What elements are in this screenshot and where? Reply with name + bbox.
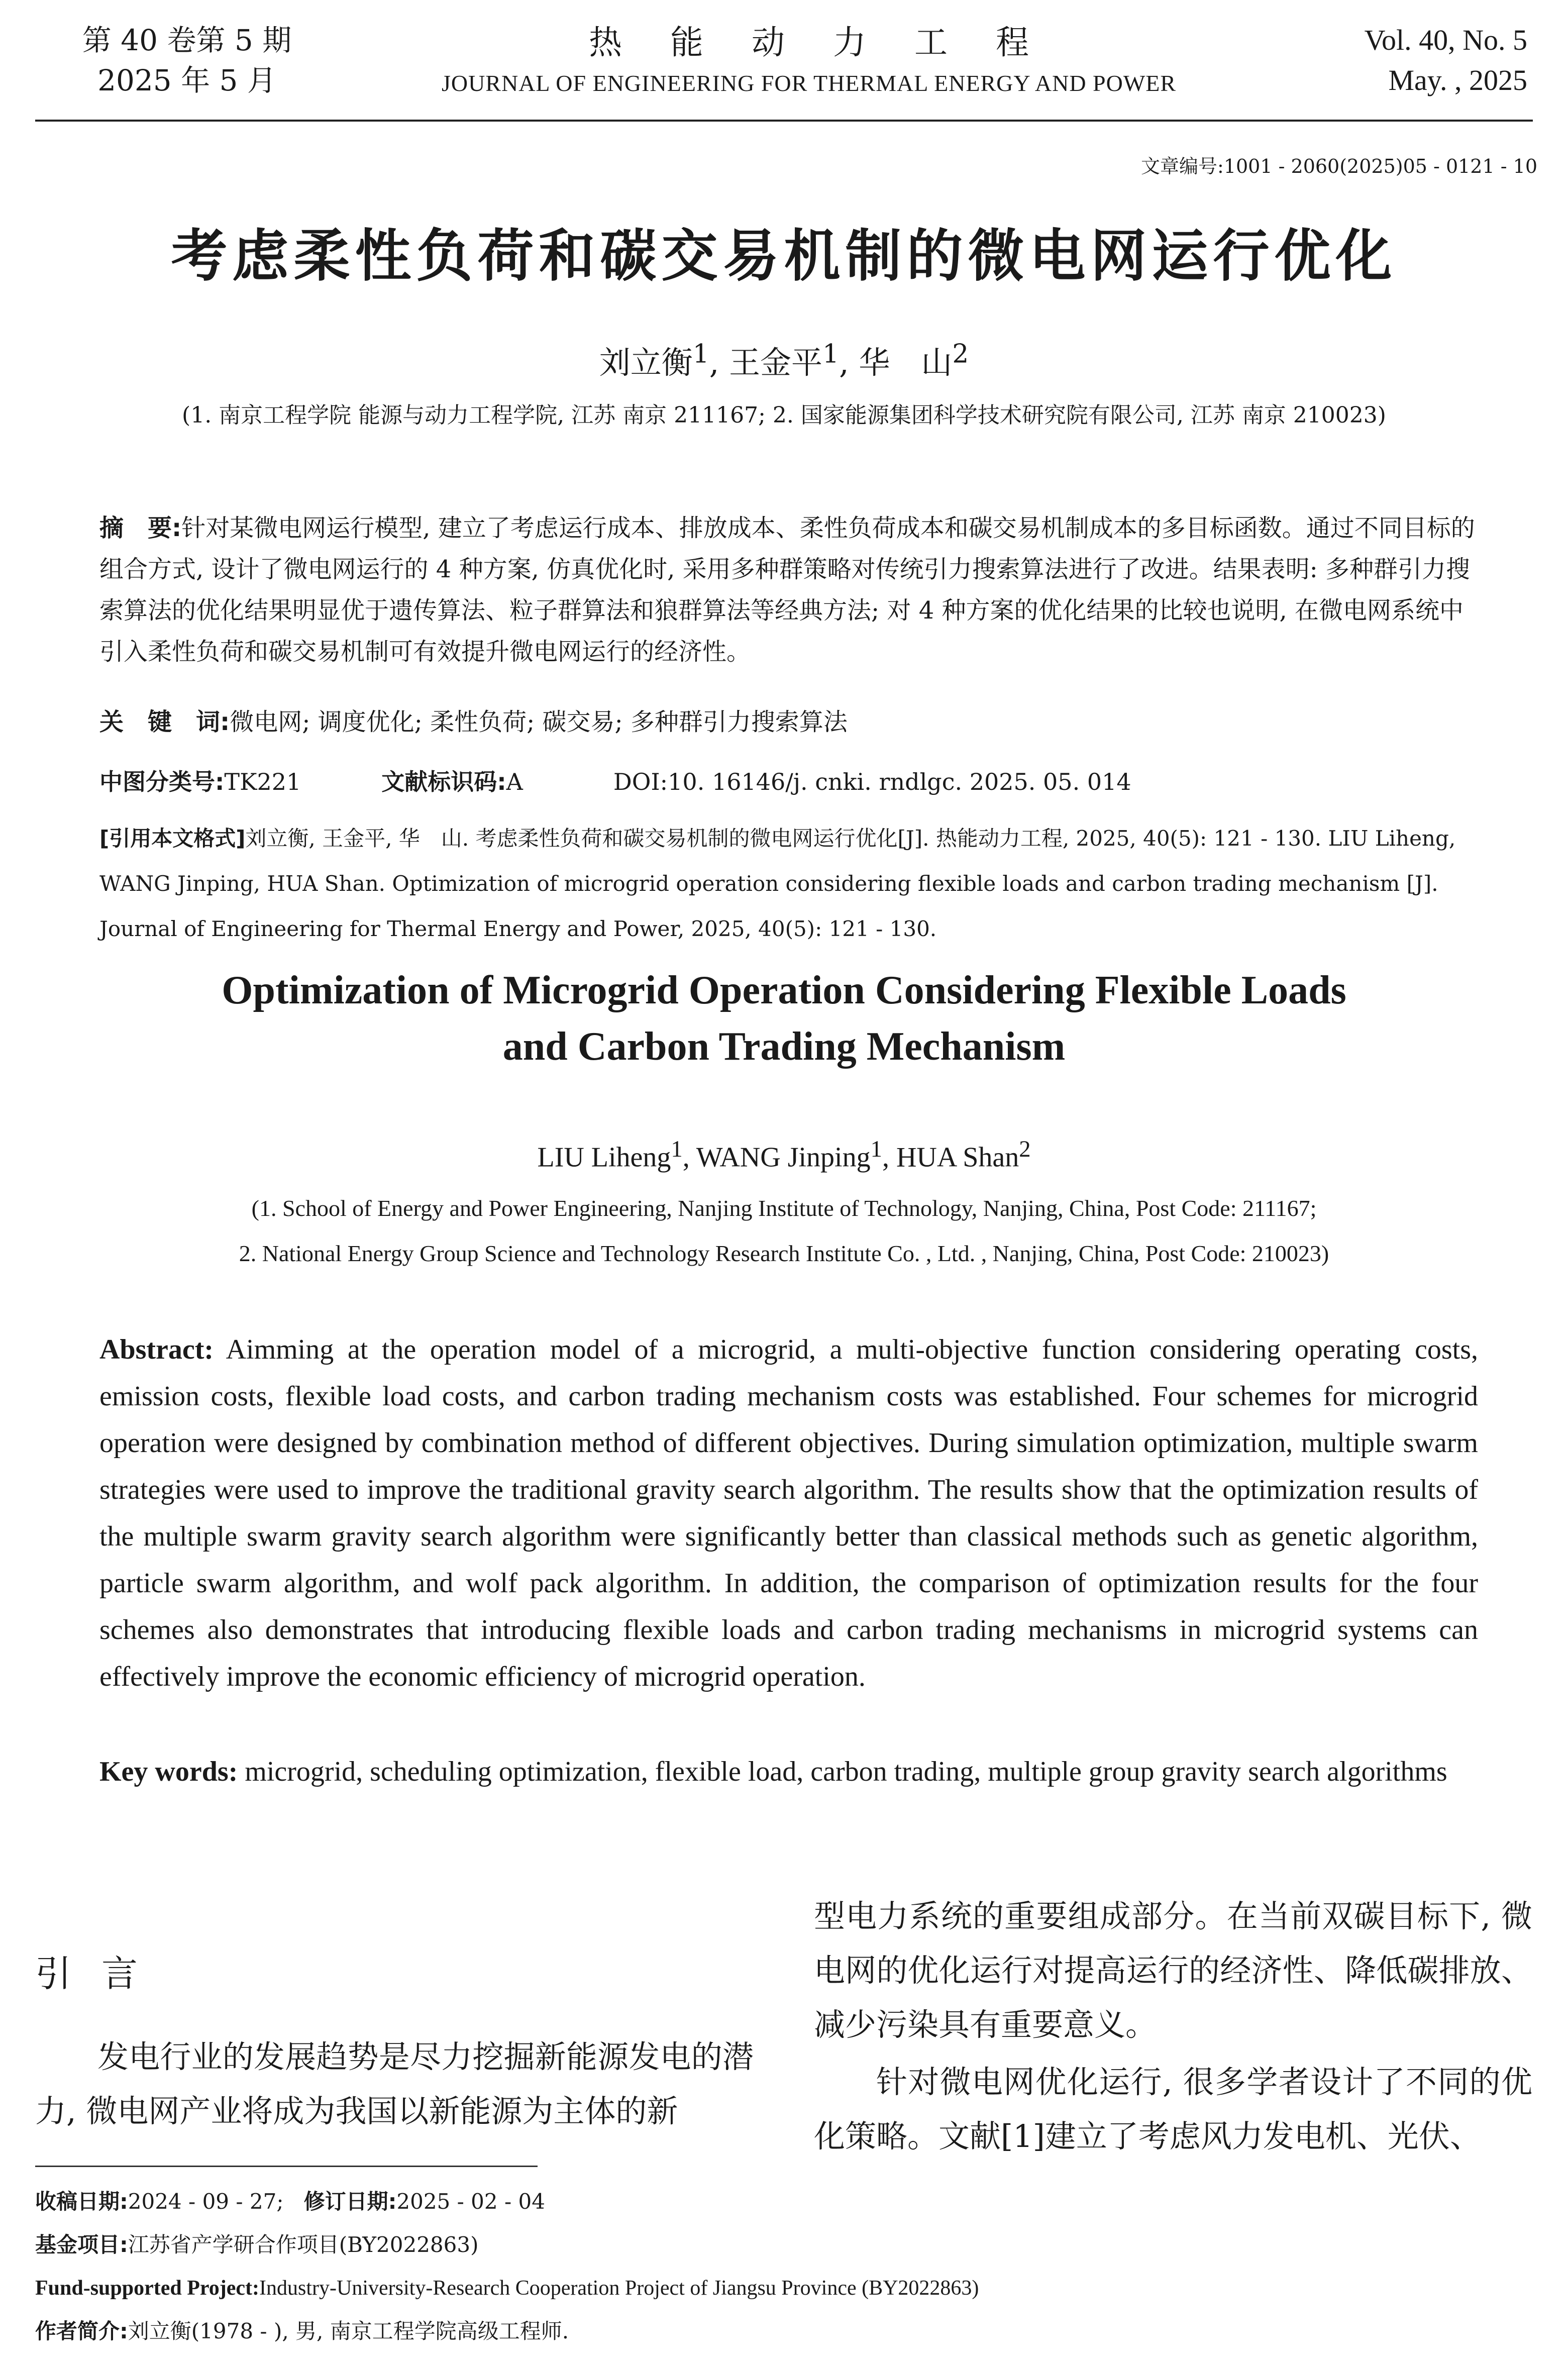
author-affil-mark: 1 bbox=[692, 339, 709, 369]
author-name: HUA Shan bbox=[896, 1142, 1019, 1173]
abstract-cn-label: 摘 要: bbox=[99, 514, 182, 542]
section-heading-introduction: 引言 bbox=[35, 1953, 168, 1995]
citation-text: 刘立衡, 王金平, 华 山. 考虑柔性负荷和碳交易机制的微电网运行优化[J]. 热能动力工程, 2025, 40(5): 121 - 130. LIU Liheng, WANG Jinping, HUA Shan. Optimization of microgrid operation considering flexible loads and carbon trading mechanism [J]. Journal of Engineering for Thermal Energy and Power, 2025, 40(5): 121 - 130. bbox=[99, 826, 1456, 941]
footnote-dates bbox=[35, 2187, 1532, 2217]
keywords-en bbox=[99, 1749, 1478, 1795]
volume-issue-cn: 第 40 卷第 5 期 bbox=[82, 23, 292, 57]
revised-date: 2025 - 02 - 04 bbox=[396, 2189, 545, 2214]
journal-name-cn: 热能动力工程 bbox=[589, 23, 1077, 62]
author-affil-mark: 1 bbox=[671, 1136, 683, 1162]
clc-label: 中图分类号: bbox=[99, 768, 225, 795]
author-bio-label: 作者简介: bbox=[35, 2319, 128, 2343]
affiliation-cn: (1. 南京工程学院 能源与动力工程学院, 江苏 南京 211167; 2. 国家能源集团科学技术研究院有限公司, 江苏 南京 210023) bbox=[182, 402, 1386, 428]
revised-label: 修订日期: bbox=[303, 2189, 397, 2214]
journal-name bbox=[352, 20, 1266, 98]
authors-cn: 刘立衡$^1$, 王金平$^1$, 华 山$^2$ bbox=[599, 339, 969, 381]
classification-row bbox=[99, 761, 1478, 802]
volume-issue-en: Vol. 40, No. 5 bbox=[1364, 24, 1527, 56]
title-en-line: and Carbon Trading Mechanism bbox=[502, 1024, 1066, 1069]
author-affil-mark: 1 bbox=[822, 339, 839, 369]
affiliation-en bbox=[35, 1186, 1533, 1276]
abstract-en-text: Aimming at the operation model of a microgrid, a multi-objective function considering operating costs, emission costs, flexible load costs, and carbon trading mechanism costs was established. Four schemes for microgrid operation were designed by combination method of different objectives. During simulation optimization, multiple swarm strategies were used to improve the traditional gravity search algorithm. The results show that the optimization results of the multiple swarm gravity search algorithm were significantly better than classical methods such as genetic algorithm, particle swarm algorithm, and wolf pack algorithm. In addition, the comparison of optimization results for the four schemes also demonstrates that introducing flexible loads and carbon trading mechanisms in microgrid systems can effectively improve the economic efficiency of microgrid operation. bbox=[99, 1334, 1478, 1692]
authors-en: LIU Liheng$^1$, WANG Jinping$^1$, HUA Shan$^2$ bbox=[537, 1136, 1031, 1173]
issue-info-en bbox=[1306, 20, 1527, 100]
footnote-divider bbox=[35, 2166, 538, 2167]
abstract-cn-text: 针对某微电网运行模型, 建立了考虑运行成本、排放成本、柔性负荷成本和碳交易机制成本的多目标函数。通过不同目标的组合方式, 设计了微电网运行的 4 种方案, 仿真优化时, 采用多种群策略对传统引力搜索算法进行了改进。结果表明: 多种群引力搜索算法的优化结果明显优于遗传算法、粒子群算法和狼群算法等经典方法; 对 4 种方案的优化结果的比较也说明, 在微电网系统中引入柔性负荷和碳交易机制可有效提升微电网运行的经济性。 bbox=[99, 514, 1475, 666]
clc-value: TK221 bbox=[224, 768, 301, 795]
header-divider bbox=[35, 120, 1533, 122]
affiliation-en-line: (1. School of Energy and Power Engineering, Nanjing Institute of Technology, Nanjing, China, Post Code: 211167; bbox=[251, 1195, 1317, 1221]
body-paragraph-right: 针对微电网优化运行, 很多学者设计了不同的优化策略。文献[1]建立了考虑风力发电机、光伏、 bbox=[814, 2064, 1532, 2154]
author-affil-mark: 1 bbox=[870, 1136, 882, 1162]
footnote-fund bbox=[35, 2230, 1532, 2260]
doc-code-value: A bbox=[506, 768, 523, 795]
body-paragraph-left: 发电行业的发展趋势是尽力挖掘新能源发电的潜力, 微电网产业将成为我国以新能源为主体的新 bbox=[35, 2038, 754, 2129]
author-name: 华 山 bbox=[859, 344, 953, 381]
journal-name-en: JOURNAL OF ENGINEERING FOR THERMAL ENERGY AND POWER bbox=[441, 70, 1177, 96]
abstract-en-label: Abstract: bbox=[99, 1334, 214, 1365]
article-number: 文章编号:1001 - 2060(2025)05 - 0121 - 10 bbox=[1141, 155, 1537, 177]
body-paragraph-right-continued: 型电力系统的重要组成部分。在当前双碳目标下, 微电网的优化运行对提高运行的经济性、降低碳排放、减少污染具有重要意义。 bbox=[814, 1898, 1532, 2043]
received-date: 2024 - 09 - 27; bbox=[128, 2189, 284, 2214]
keywords-en-text: microgrid, scheduling optimization, flexible load, carbon trading, multiple group gravity search algorithms bbox=[245, 1756, 1447, 1787]
doc-code-label: 文献标识码: bbox=[381, 768, 506, 795]
issue-info-cn bbox=[66, 20, 307, 100]
affiliation-en-line: 2. National Energy Group Science and Technology Research Institute Co. , Ltd. , Nanjing, China, Post Code: 210023) bbox=[239, 1241, 1329, 1266]
title-en bbox=[35, 962, 1533, 1075]
fund-text: 江苏省产学研合作项目(BY2022863) bbox=[128, 2232, 479, 2257]
fund-label: 基金项目: bbox=[35, 2232, 128, 2257]
author-affil-mark: 2 bbox=[952, 339, 969, 369]
doi: DOI:10. 16146/j. cnki. rndlgc. 2025. 05. 014 bbox=[613, 768, 1131, 795]
author-name: WANG Jinping bbox=[696, 1142, 871, 1173]
citation-label: [引用本文格式] bbox=[99, 826, 246, 851]
author-name: LIU Liheng bbox=[537, 1142, 671, 1173]
keywords-cn-label: 关 键 词: bbox=[99, 708, 230, 736]
fund-en-label: Fund-supported Project: bbox=[35, 2277, 260, 2300]
date-en: May. , 2025 bbox=[1388, 64, 1527, 96]
keywords-cn bbox=[99, 701, 1478, 743]
footnote-fund-en bbox=[35, 2273, 1532, 2303]
author-affil-mark: 2 bbox=[1019, 1136, 1031, 1162]
author-name: 刘立衡 bbox=[599, 344, 693, 381]
footnote-author-bio bbox=[35, 2316, 1532, 2346]
title-en-line: Optimization of Microgrid Operation Considering Flexible Loads bbox=[222, 968, 1346, 1012]
abstract-en bbox=[99, 1326, 1478, 1700]
date-cn: 2025 年 5 月 bbox=[97, 63, 276, 97]
title-cn: 考虑柔性负荷和碳交易机制的微电网运行优化 bbox=[171, 224, 1397, 289]
keywords-cn-text: 微电网; 调度优化; 柔性负荷; 碳交易; 多种群引力搜索算法 bbox=[230, 708, 848, 736]
keywords-en-label: Key words: bbox=[99, 1756, 238, 1787]
fund-en-text: Industry-University-Research Cooperation Project of Jiangsu Province (BY2022863) bbox=[259, 2277, 979, 2300]
received-label: 收稿日期: bbox=[35, 2189, 128, 2214]
citation-format bbox=[99, 816, 1478, 952]
abstract-cn bbox=[99, 507, 1478, 672]
author-name: 王金平 bbox=[729, 344, 823, 381]
author-bio-text: 刘立衡(1978 - ), 男, 南京工程学院高级工程师. bbox=[128, 2319, 569, 2343]
